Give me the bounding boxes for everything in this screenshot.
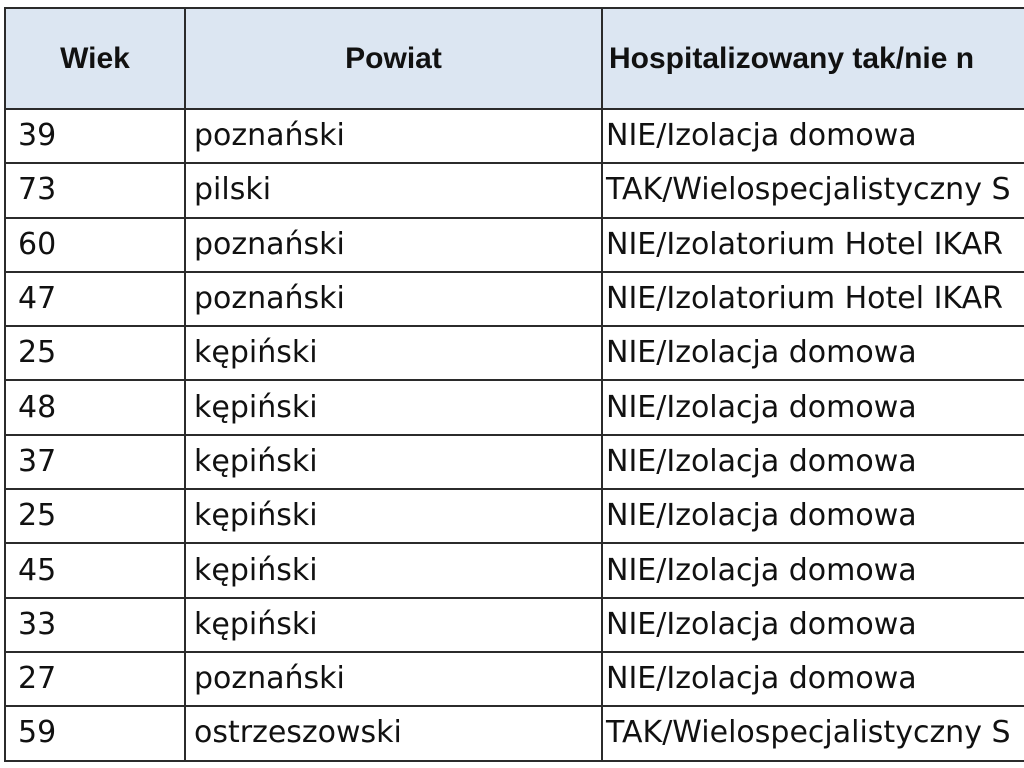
cell-wiek[interactable]: 25 [5,489,185,543]
cell-powiat[interactable]: poznański [185,218,602,272]
cell-hospitalizowany[interactable]: NIE/Izolacja domowa [602,489,1024,543]
cell-wiek[interactable]: 25 [5,326,185,380]
cell-powiat[interactable]: kępiński [185,598,602,652]
cell-wiek[interactable]: 45 [5,543,185,597]
cell-powiat[interactable]: kępiński [185,380,602,434]
cell-hospitalizowany[interactable]: NIE/Izolacja domowa [602,543,1024,597]
cell-hospitalizowany[interactable]: NIE/Izolatorium Hotel IKAR [602,218,1024,272]
cell-hospitalizowany[interactable]: TAK/Wielospecjalistyczny S [602,163,1024,217]
cases-table [4,7,1024,762]
cell-powiat[interactable]: kępiński [185,326,602,380]
cell-powiat[interactable]: kępiński [185,489,602,543]
cell-hospitalizowany[interactable]: NIE/Izolacja domowa [602,652,1024,706]
table-row [5,326,1024,380]
table-row [5,380,1024,434]
cell-powiat[interactable]: pilski [185,163,602,217]
table-row [5,109,1024,163]
cell-hospitalizowany[interactable]: NIE/Izolacja domowa [602,380,1024,434]
cell-wiek[interactable]: 37 [5,435,185,489]
table-row [5,435,1024,489]
table-row [5,163,1024,217]
cell-powiat[interactable]: ostrzeszowski [185,706,602,760]
cell-powiat[interactable]: poznański [185,652,602,706]
column-header-wiek[interactable]: Wiek [5,8,185,109]
column-header-hospitalizowany[interactable]: Hospitalizowany tak/nie n [602,8,1024,109]
cell-powiat[interactable]: kępiński [185,543,602,597]
cell-wiek[interactable]: 33 [5,598,185,652]
table-row [5,489,1024,543]
cell-hospitalizowany[interactable]: TAK/Wielospecjalistyczny S [602,706,1024,760]
cell-hospitalizowany[interactable]: NIE/Izolacja domowa [602,435,1024,489]
table-row [5,652,1024,706]
cell-wiek[interactable]: 73 [5,163,185,217]
cell-wiek[interactable]: 39 [5,109,185,163]
cell-powiat[interactable]: poznański [185,109,602,163]
column-header-powiat[interactable]: Powiat [185,8,602,109]
table-row [5,218,1024,272]
cell-powiat[interactable]: poznański [185,272,602,326]
cell-hospitalizowany[interactable]: NIE/Izolacja domowa [602,598,1024,652]
cell-wiek[interactable]: 47 [5,272,185,326]
cell-powiat[interactable]: kępiński [185,435,602,489]
header-row [5,8,1024,109]
table-row [5,543,1024,597]
cell-wiek[interactable]: 59 [5,706,185,760]
table-row [5,598,1024,652]
table-row [5,706,1024,760]
cell-wiek[interactable]: 48 [5,380,185,434]
table-row [5,272,1024,326]
cell-hospitalizowany[interactable]: NIE/Izolacja domowa [602,326,1024,380]
cell-wiek[interactable]: 60 [5,218,185,272]
cell-hospitalizowany[interactable]: NIE/Izolacja domowa [602,109,1024,163]
cell-hospitalizowany[interactable]: NIE/Izolatorium Hotel IKAR [602,272,1024,326]
cell-wiek[interactable]: 27 [5,652,185,706]
